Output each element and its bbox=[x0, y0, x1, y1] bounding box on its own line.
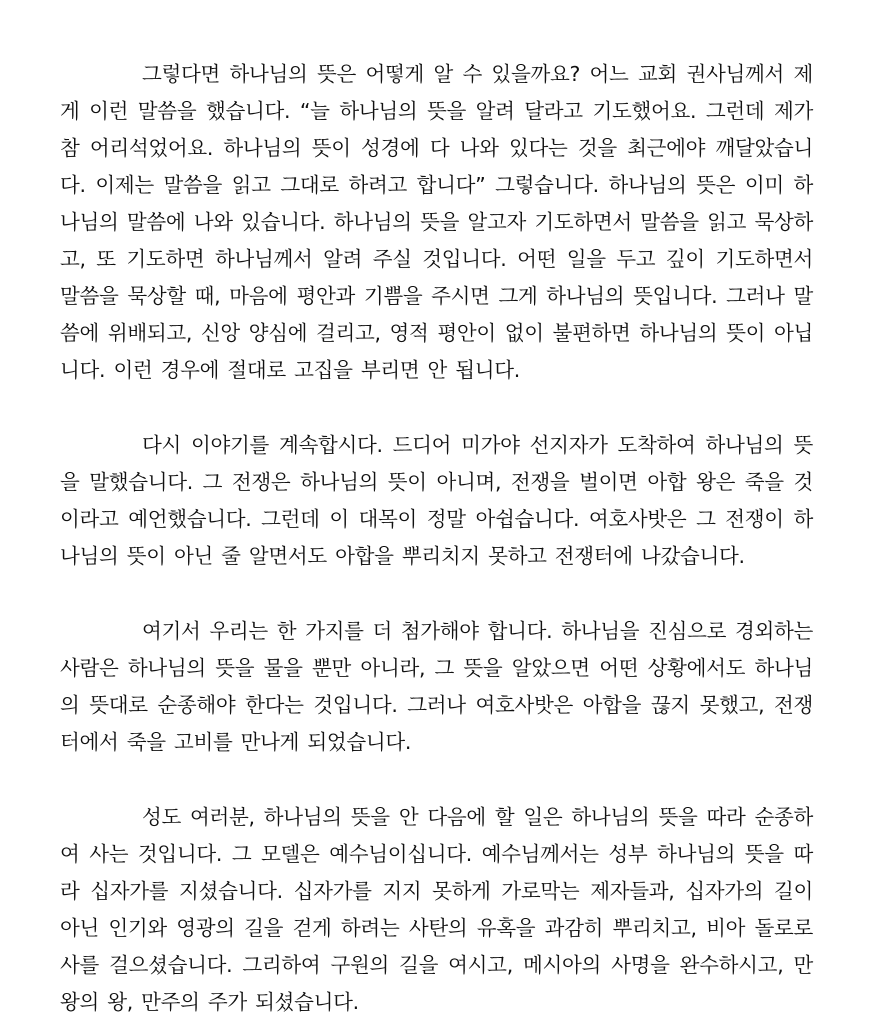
paragraph-micaiah-prophecy: 다시 이야기를 계속합시다. 드디어 미가야 선지자가 도착하여 하나님의 뜻을 말했습니다. 그 전쟁은 하나님의 뜻이 아니며, 전쟁을 벌이면 아합 왕은 죽을 것이라고 예언했습니다. 그런데 이 대목이 정말 아쉽습니다. 여호사밧은 그 전쟁이 하나님의 뜻이 아닌 줄 알면서도 아합을 뿌리치지 못하고 전쟁터에 나갔습니다. bbox=[60, 433, 813, 568]
paragraph-obedience: 여기서 우리는 한 가지를 더 첨가해야 합니다. 하나님을 진심으로 경외하는 사람은 하나님의 뜻을 물을 뿐만 아니라, 그 뜻을 알았으면 어떤 상황에서도 하나님의 뜻대로 순종해야 한다는 것입니다. 그러나 여호사밧은 아합을 끊지 못했고, 전쟁터에서 죽을 고비를 만나게 되었습니다. bbox=[60, 619, 813, 754]
paragraph-gods-will-in-scripture: 그렇다면 하나님의 뜻은 어떻게 알 수 있을까요? 어느 교회 권사님께서 제게 이런 말씀을 했습니다. “늘 하나님의 뜻을 알려 달라고 기도했어요. 그런데 제가 참 어리석었어요. 하나님의 뜻이 성경에 다 나와 있다는 것을 최근에야 깨달았습니다. 이제는 말씀을 읽고 그대로 하려고 합니다” 그렇습니다. 하나님의 뜻은 이미 하나님의 말씀에 나와 있습니다. 하나님의 뜻을 알고자 기도하면서 말씀을 읽고 묵상하고, 또 기도하면 하나님께서 알려 주실 것입니다. 어떤 일을 두고 깊이 기도하면서 말씀을 묵상할 때, 마음에 평안과 기쁨을 주시면 그게 하나님의 뜻입니다. 그러나 말씀에 위배되고, 신앙 양심에 걸리고, 영적 평안이 없이 불편하면 하나님의 뜻이 아닙니다. 이런 경우에 절대로 고집을 부리면 안 됩니다. bbox=[60, 62, 813, 382]
paragraph-jesus-model: 성도 여러분, 하나님의 뜻을 안 다음에 할 일은 하나님의 뜻을 따라 순종하여 사는 것입니다. 그 모델은 예수님이십니다. 예수님께서는 성부 하나님의 뜻을 따라 십자가를 지셨습니다. 십자가를 지지 못하게 가로막는 제자들과, 십자가의 길이 아닌 인기와 영광의 길을 걷게 하려는 사탄의 유혹을 과감히 뿌리치고, 비아 돌로로사를 걸으셨습니다. 그리하여 구원의 길을 여시고, 메시아의 사명을 완수하시고, 만왕의 왕, 만주의 주가 되셨습니다. bbox=[60, 805, 813, 1014]
